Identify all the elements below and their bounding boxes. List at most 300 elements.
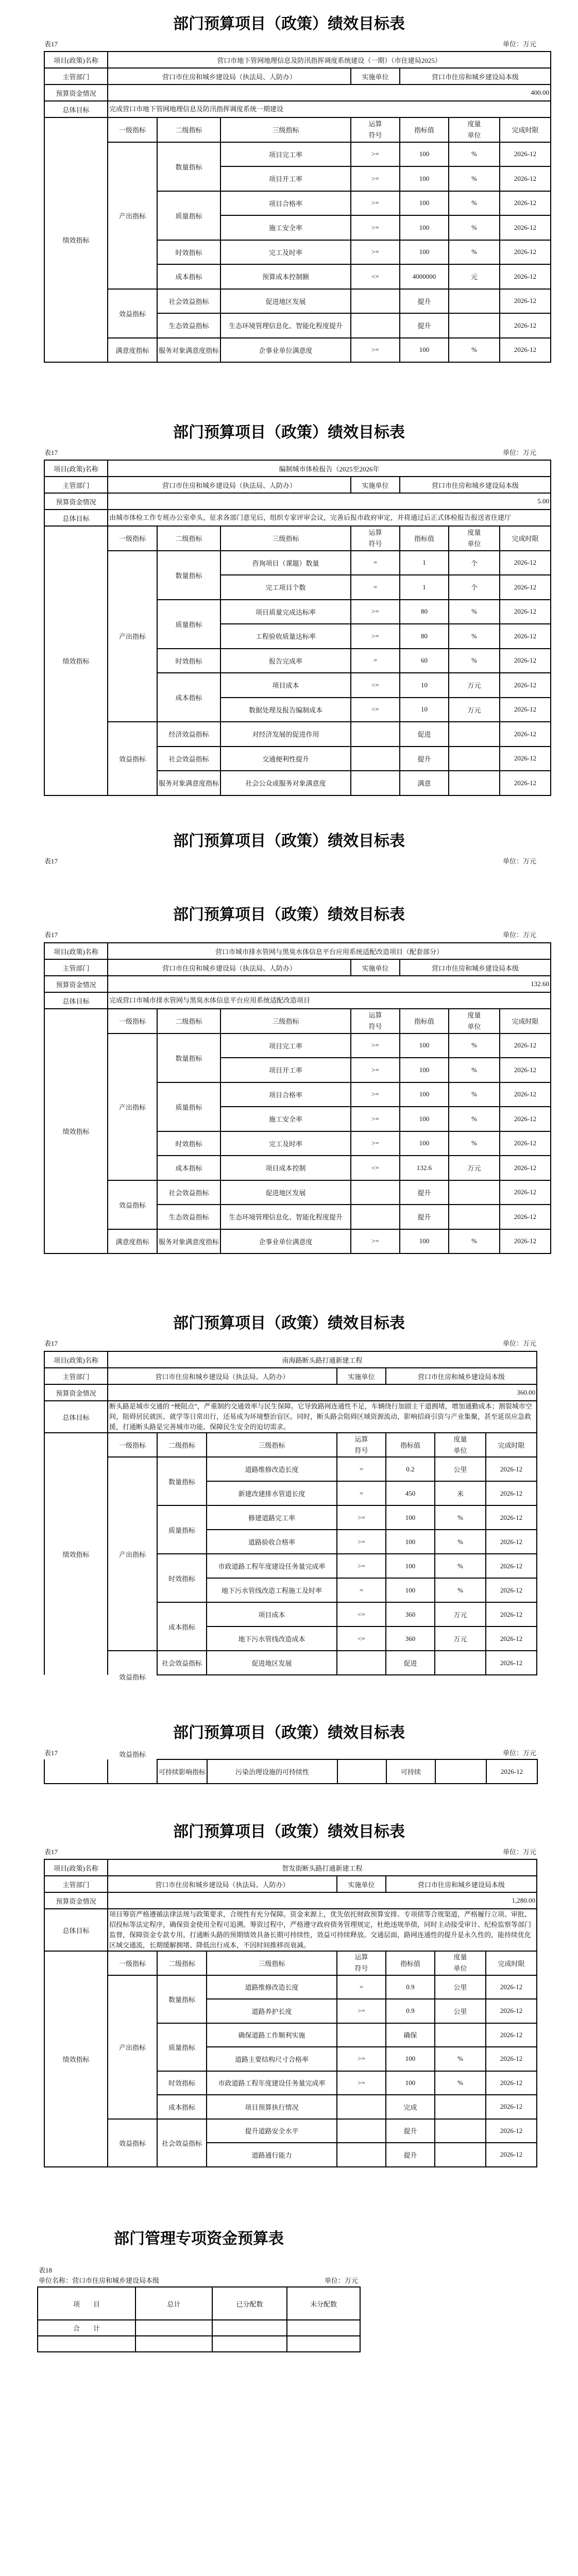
goal-value	[108, 101, 551, 117]
deadline-text: 2026-12	[500, 2007, 523, 2015]
operator	[337, 1481, 386, 1505]
operator-text: <=	[358, 1634, 365, 1642]
level2-indicator	[157, 142, 220, 191]
level3-indicator-text: 报告完成率	[269, 657, 303, 665]
implementer-label-text: 实施单位	[362, 73, 389, 81]
header-level1	[108, 1009, 157, 1033]
level2-indicator-text: 成本指标	[175, 273, 202, 281]
deadline-text: 2026-12	[514, 1163, 537, 1172]
unallocated-value	[287, 2320, 360, 2336]
empty-cell	[38, 2336, 135, 2352]
measure-unit	[435, 1999, 486, 2023]
deadline-text: 2026-12	[514, 754, 537, 762]
budget-label-text: 预算资金情况	[56, 980, 96, 989]
implementer-value-text: 营口市住房和城乡建设局本级	[417, 1880, 505, 1889]
level2-indicator-text: 成本指标	[168, 2103, 195, 2111]
measure-unit	[449, 649, 500, 673]
deadline-text: 2026-12	[500, 1634, 523, 1642]
level2-indicator-text: 可持续影响指标	[159, 1768, 206, 1776]
department-label	[44, 477, 108, 493]
level2-indicator	[157, 1082, 220, 1131]
level1-indicator	[108, 1750, 157, 1784]
table-container	[44, 942, 551, 1254]
operator-text: >=	[358, 2055, 365, 2063]
measure-unit	[449, 575, 500, 600]
sheet-title: 部门预算项目（政策）绩效目标表	[173, 833, 405, 850]
level3-indicator	[207, 1626, 337, 1651]
level3-indicator	[220, 673, 351, 698]
level3-indicator-text: 数据处理及报告编制成本	[249, 706, 323, 714]
deadline-text: 2026-12	[500, 2103, 523, 2111]
measure-unit-text: %	[471, 174, 477, 182]
operator-text: <=	[371, 705, 379, 714]
target-value-text: 100	[419, 346, 430, 354]
measure-unit	[435, 1602, 486, 1626]
level2-indicator	[157, 313, 220, 338]
table-container	[44, 51, 551, 363]
deadline	[486, 2023, 537, 2047]
operator	[351, 191, 400, 216]
measure-unit	[449, 166, 500, 191]
operator-text: <=	[371, 272, 379, 280]
level3-indicator	[207, 1554, 337, 1578]
deadline	[500, 575, 551, 600]
header-level3	[220, 117, 351, 142]
target-value	[386, 1578, 435, 1602]
header-deadline	[500, 1009, 551, 1033]
target-value-text: 促进	[403, 1659, 417, 1667]
header-level3-text: 三级指标	[258, 1442, 285, 1449]
deadline-text: 2026-12	[500, 1465, 523, 1473]
measure-unit	[449, 747, 500, 771]
implementer-value	[386, 1876, 537, 1892]
operator	[351, 142, 400, 167]
level3-indicator-text: 生态环境管理信息化、智能化程度提升	[229, 322, 343, 330]
deadline-text: 2026-12	[500, 1513, 523, 1521]
target-value-text: 1	[422, 558, 426, 567]
target-value	[400, 1205, 449, 1229]
target-value	[400, 240, 449, 265]
project-name-value-text: 编制城市体检报告（2025至2026年	[279, 465, 380, 473]
level1-indicator-text: 产出指标	[118, 1550, 146, 1558]
target-value	[400, 1180, 449, 1205]
target-value	[386, 2047, 435, 2071]
performance-indicator-label	[44, 526, 108, 795]
measure-unit	[435, 2047, 486, 2071]
measure-unit	[449, 600, 500, 624]
operator	[351, 1107, 400, 1131]
target-value-text: 100	[419, 1090, 430, 1098]
deadline	[500, 551, 551, 575]
header-target-value	[400, 526, 449, 551]
operator	[351, 338, 400, 363]
header-level3-text: 三级指标	[272, 126, 299, 134]
deadline-text: 2026-12	[514, 656, 537, 665]
measure-unit-text: 公里	[453, 1466, 467, 1473]
budget-label-text: 预算资金情况	[56, 498, 96, 506]
operator	[337, 1651, 386, 1675]
target-value	[386, 2023, 435, 2047]
target-value	[400, 1229, 449, 1254]
goal-row	[44, 510, 551, 526]
total-value	[135, 2320, 212, 2336]
goal-row	[44, 1401, 537, 1433]
deadline	[486, 1578, 537, 1602]
deadline	[500, 771, 551, 795]
measure-unit-text: %	[471, 1139, 477, 1147]
operator-text: >=	[371, 632, 379, 640]
measure-unit	[449, 215, 500, 240]
level2-indicator	[157, 2119, 207, 2167]
level1-indicator	[108, 1033, 157, 1180]
department-label	[44, 1876, 108, 1892]
level2-indicator	[157, 600, 220, 649]
level3-indicator-text: 地下污水管线改造成本	[238, 1635, 305, 1643]
level3-indicator-text: 工程验收质量达标率	[256, 633, 316, 641]
empty-cell	[135, 2336, 212, 2352]
level3-indicator-text: 修建道路完工率	[248, 1514, 295, 1522]
operator-text: =	[373, 656, 378, 665]
target-value	[386, 1481, 435, 1505]
operator	[337, 1578, 386, 1602]
level2-indicator-text: 数量指标	[175, 163, 202, 171]
header-operator	[351, 117, 400, 142]
indicator-row	[44, 1229, 551, 1254]
indicator-row	[44, 1975, 537, 1999]
deadline-text: 2026-12	[500, 1767, 523, 1775]
measure-unit	[435, 1975, 486, 1999]
operator-text: >=	[371, 199, 379, 207]
performance-indicator-label-text: 绩效指标	[62, 1128, 90, 1136]
target-value	[400, 771, 449, 795]
target-value	[386, 1651, 435, 1675]
operator	[351, 1180, 400, 1205]
measure-unit	[449, 313, 500, 338]
department-value-text: 营口市住房和城乡建设局（执法局、人防办）	[162, 73, 297, 81]
header-level1	[108, 1433, 157, 1457]
deadline-text: 2026-12	[514, 1114, 537, 1123]
level2-indicator-text: 服务对象满意度指标	[159, 1238, 219, 1246]
level3-indicator-text: 促进地区发展	[251, 1659, 292, 1667]
measure-unit-text: %	[471, 223, 477, 231]
implementer-label	[337, 1368, 386, 1384]
department-row	[44, 1876, 537, 1892]
deadline	[500, 673, 551, 698]
target-value	[400, 215, 449, 240]
target-value-text: 可持续	[401, 1768, 421, 1776]
level3-indicator-text: 项目成本	[258, 1611, 285, 1619]
budget-value-text: 360.00	[517, 1388, 535, 1396]
target-value	[386, 1975, 435, 1999]
measure-unit	[449, 771, 500, 795]
measure-unit-text: 公里	[453, 2007, 467, 2015]
level1-indicator-text: 效益指标	[118, 755, 146, 763]
level3-indicator-text: 提升道路安全水平	[245, 2127, 299, 2136]
measure-unit-text: %	[471, 632, 477, 640]
performance-table	[44, 51, 551, 363]
header-level2-text: 二级指标	[175, 1018, 202, 1026]
operator	[351, 1033, 400, 1058]
level3-indicator	[207, 1975, 337, 1999]
table-number: 表17	[44, 1848, 58, 1856]
operator-text: >=	[358, 1513, 365, 1521]
level2-indicator	[157, 2095, 207, 2119]
level2-indicator	[157, 551, 220, 600]
department-value	[108, 1876, 337, 1892]
empty-row	[38, 2336, 360, 2352]
department-value	[108, 1368, 337, 1384]
operator	[337, 2023, 386, 2047]
deadline	[486, 1481, 537, 1505]
operator	[351, 1131, 400, 1156]
measure-unit-text: 万元	[453, 1611, 467, 1619]
measure-unit	[435, 1651, 486, 1675]
performance-indicator-label-text: 绩效指标	[62, 1551, 90, 1558]
level3-indicator-text: 社会公众或服务对象满意度	[245, 779, 326, 788]
target-value-text: 100	[419, 223, 430, 231]
target-value-text: 100	[405, 1537, 416, 1546]
level3-indicator-text: 项目质量完成达标率	[256, 608, 316, 616]
operator	[351, 747, 400, 771]
target-value-text: 100	[419, 1139, 430, 1147]
project-name-value	[108, 460, 551, 477]
level2-indicator-text: 时效指标	[175, 1140, 202, 1148]
deadline	[486, 2071, 537, 2095]
operator-text: >=	[371, 1139, 379, 1147]
budget-row	[44, 493, 551, 510]
sheet-title: 部门预算项目（政策）绩效目标表	[173, 1315, 405, 1332]
level3-indicator-text: 促进地区发展	[265, 1189, 306, 1197]
level3-indicator-text: 新建改建排水管道长度	[238, 1490, 305, 1498]
target-value-text: 提升	[403, 2151, 417, 2159]
performance-table	[44, 1351, 537, 1681]
level3-indicator	[207, 2095, 337, 2119]
target-value-text: 100	[405, 1586, 416, 1594]
level3-indicator-text: 项目开工率	[269, 175, 303, 183]
deadline	[500, 240, 551, 265]
level2-indicator-text: 生态效益指标	[168, 322, 209, 330]
goal-value	[108, 1909, 537, 1951]
operator	[351, 240, 400, 265]
level3-indicator-text: 确保道路工作顺利实施	[238, 2031, 305, 2040]
deadline	[486, 2119, 537, 2143]
header-deadline-text: 完成时限	[498, 1959, 525, 1968]
indicator-header-row	[44, 1433, 537, 1457]
operator-text: >=	[358, 1562, 365, 1570]
department-label-text: 主管部门	[62, 1372, 90, 1381]
level1-indicator	[108, 722, 157, 795]
level3-indicator-text: 企事业单位满意度	[259, 346, 313, 354]
deadline	[500, 1229, 551, 1254]
header-level2	[157, 1433, 207, 1457]
deadline-text: 2026-12	[500, 1537, 523, 1546]
level2-indicator-text: 质量指标	[175, 1103, 202, 1111]
performance-indicator-label	[44, 1433, 108, 1675]
budget-value-text: 132.60	[531, 980, 550, 988]
measure-unit-text: %	[471, 199, 477, 207]
operator	[351, 600, 400, 624]
level2-indicator	[157, 673, 220, 722]
level3-indicator-text: 道路维修改造长度	[245, 1466, 299, 1473]
operator-text: >=	[358, 1537, 365, 1546]
operator	[351, 673, 400, 698]
operator-text: <=	[371, 681, 379, 689]
measure-unit	[449, 1131, 500, 1156]
level3-indicator-text: 项目成本控制	[265, 1164, 306, 1173]
goal-value	[108, 1401, 537, 1433]
measure-unit-text: 万元	[467, 1164, 481, 1173]
level3-indicator	[220, 264, 351, 289]
level1-indicator	[108, 142, 157, 289]
measure-unit	[435, 2143, 486, 2167]
level2-indicator-text: 时效指标	[175, 657, 202, 665]
goal-value-text: 断头路是城市交通的 “梗阻点”，严重制约交通效率与民生保障。它导致路网连通性不足，车辆绕行加剧主干道拥堵，增加通勤成本；割裂城市空间，阻碍居民就医、就学等日常出行，还易成为环境整治盲区。同时，断头路会阻碍区域资源流动，影响招商引资与产业集聚，甚至延误应急救援，打通断头路是完善城市功能、保障民生安全的迫切需求。	[109, 1402, 532, 1431]
indicator-row	[44, 2119, 537, 2143]
measure-unit	[435, 1578, 486, 1602]
implementer-value-text: 营口市住房和城乡建设局本级	[432, 73, 519, 81]
header-deadline-text: 完成时限	[512, 126, 539, 134]
target-value-text: 100	[419, 150, 430, 158]
deadline-text: 2026-12	[500, 1489, 523, 1497]
operator	[351, 313, 400, 338]
measure-unit-text: %	[457, 1537, 463, 1546]
indicator-header-row	[44, 117, 551, 142]
target-value	[400, 1107, 449, 1131]
header-deadline-text: 完成时限	[512, 1018, 539, 1026]
level3-indicator	[220, 1107, 351, 1131]
target-value	[400, 142, 449, 167]
target-value	[386, 2095, 435, 2119]
implementer-value-text: 营口市住房和城乡建设局本级	[432, 481, 519, 489]
header-operator-text: 运算符号	[368, 1011, 382, 1030]
level2-indicator	[157, 289, 220, 314]
level2-indicator-text: 时效指标	[168, 1574, 195, 1583]
header-allocated: 已分配数	[212, 2287, 287, 2320]
operator	[337, 1975, 386, 1999]
target-value-text: 提升	[417, 1213, 431, 1222]
target-value-text: 100	[419, 1041, 430, 1049]
operator-text: >=	[371, 346, 379, 354]
operator	[337, 1554, 386, 1578]
deadline-text: 2026-12	[514, 558, 537, 567]
header-deadline-text: 完成时限	[512, 535, 539, 543]
level3-indicator-text: 项目成本	[272, 682, 299, 690]
level3-indicator	[220, 1131, 351, 1156]
measure-unit-text: 元	[471, 273, 478, 281]
deadline-text: 2026-12	[514, 346, 537, 354]
level3-indicator	[220, 747, 351, 771]
project-name-value-text: 南海路断头路打通新建工程	[282, 1356, 363, 1364]
total-row	[38, 2320, 360, 2336]
deadline-text: 2026-12	[514, 174, 537, 182]
measure-unit	[449, 142, 500, 167]
performance-indicator-label	[44, 1009, 108, 1253]
goal-value	[108, 510, 551, 526]
operator	[337, 1457, 386, 1481]
target-value-text: 完成	[403, 2103, 417, 2111]
operator-text: =	[359, 1982, 364, 1991]
level3-indicator	[220, 1033, 351, 1058]
table-number: 表17	[44, 931, 58, 939]
level3-indicator	[207, 2071, 337, 2095]
budget-label-text: 预算资金情况	[56, 89, 96, 97]
measure-unit	[435, 2095, 486, 2119]
goal-label	[44, 1909, 108, 1951]
target-value-text: 100	[419, 199, 430, 207]
level3-indicator	[207, 1481, 337, 1505]
level3-indicator	[220, 1156, 351, 1180]
deadline	[500, 313, 551, 338]
level2-indicator-text: 服务对象满意度指标	[159, 346, 219, 354]
operator	[351, 1058, 400, 1082]
target-value	[400, 313, 449, 338]
deadline	[500, 142, 551, 167]
level3-indicator	[220, 575, 351, 600]
level3-indicator-text: 道路维修改造长度	[245, 1984, 299, 1992]
measure-unit-text: %	[471, 1114, 477, 1123]
goal-label	[44, 992, 108, 1009]
level2-indicator-text: 质量指标	[175, 620, 202, 629]
level2-indicator-text: 成本指标	[168, 1623, 195, 1631]
measure-unit-text: %	[471, 1090, 477, 1098]
target-value	[386, 1999, 435, 2023]
operator	[337, 1999, 386, 2023]
project-name-label	[44, 943, 108, 959]
header-level3	[207, 1433, 337, 1457]
deadline-text: 2026-12	[500, 2150, 523, 2159]
measure-unit	[449, 1180, 500, 1205]
level2-indicator	[157, 240, 220, 265]
unit-label: 单位：万元	[502, 931, 536, 939]
operator	[337, 2095, 386, 2119]
project-name-label-text: 项目(政策)名称	[54, 947, 98, 956]
level1-indicator-text: 效益指标	[118, 1201, 146, 1209]
budget-label	[44, 493, 108, 510]
level1-indicator	[108, 2119, 157, 2167]
measure-unit	[435, 1505, 486, 1530]
level2-indicator-text: 经济效益指标	[168, 731, 209, 739]
measure-unit-text: %	[471, 1237, 477, 1245]
level2-indicator-text: 社会效益指标	[168, 297, 209, 306]
goal-row	[44, 992, 551, 1009]
operator-text: >=	[371, 607, 379, 616]
level1-indicator-text: 产出指标	[118, 212, 146, 220]
level2-indicator	[157, 2071, 207, 2095]
level3-indicator	[207, 1505, 337, 1530]
operator	[351, 722, 400, 747]
measure-unit	[449, 1033, 500, 1058]
operator	[337, 2143, 386, 2167]
target-value-text: 0.9	[406, 2007, 415, 2015]
total-label: 合 计	[38, 2320, 135, 2336]
indicator-header-row	[44, 1951, 537, 1975]
indicator-row	[44, 551, 551, 575]
header-operator	[337, 1433, 386, 1457]
target-value	[386, 2119, 435, 2143]
level1-indicator	[108, 1457, 157, 1651]
header-level1-text: 一级指标	[118, 1018, 146, 1026]
budget-value	[108, 976, 551, 992]
level3-indicator-text: 道路验收合格率	[248, 1538, 295, 1546]
level3-indicator-text: 完工及时率	[269, 248, 303, 257]
measure-unit	[435, 2119, 486, 2143]
operator	[351, 698, 400, 722]
header-unit	[449, 117, 500, 142]
measure-unit	[435, 2071, 486, 2095]
measure-unit-text: 万元	[453, 1635, 467, 1643]
deadline-text: 2026-12	[514, 1237, 537, 1245]
department-value-text: 营口市住房和城乡建设局（执法局、人防办）	[155, 1880, 290, 1889]
